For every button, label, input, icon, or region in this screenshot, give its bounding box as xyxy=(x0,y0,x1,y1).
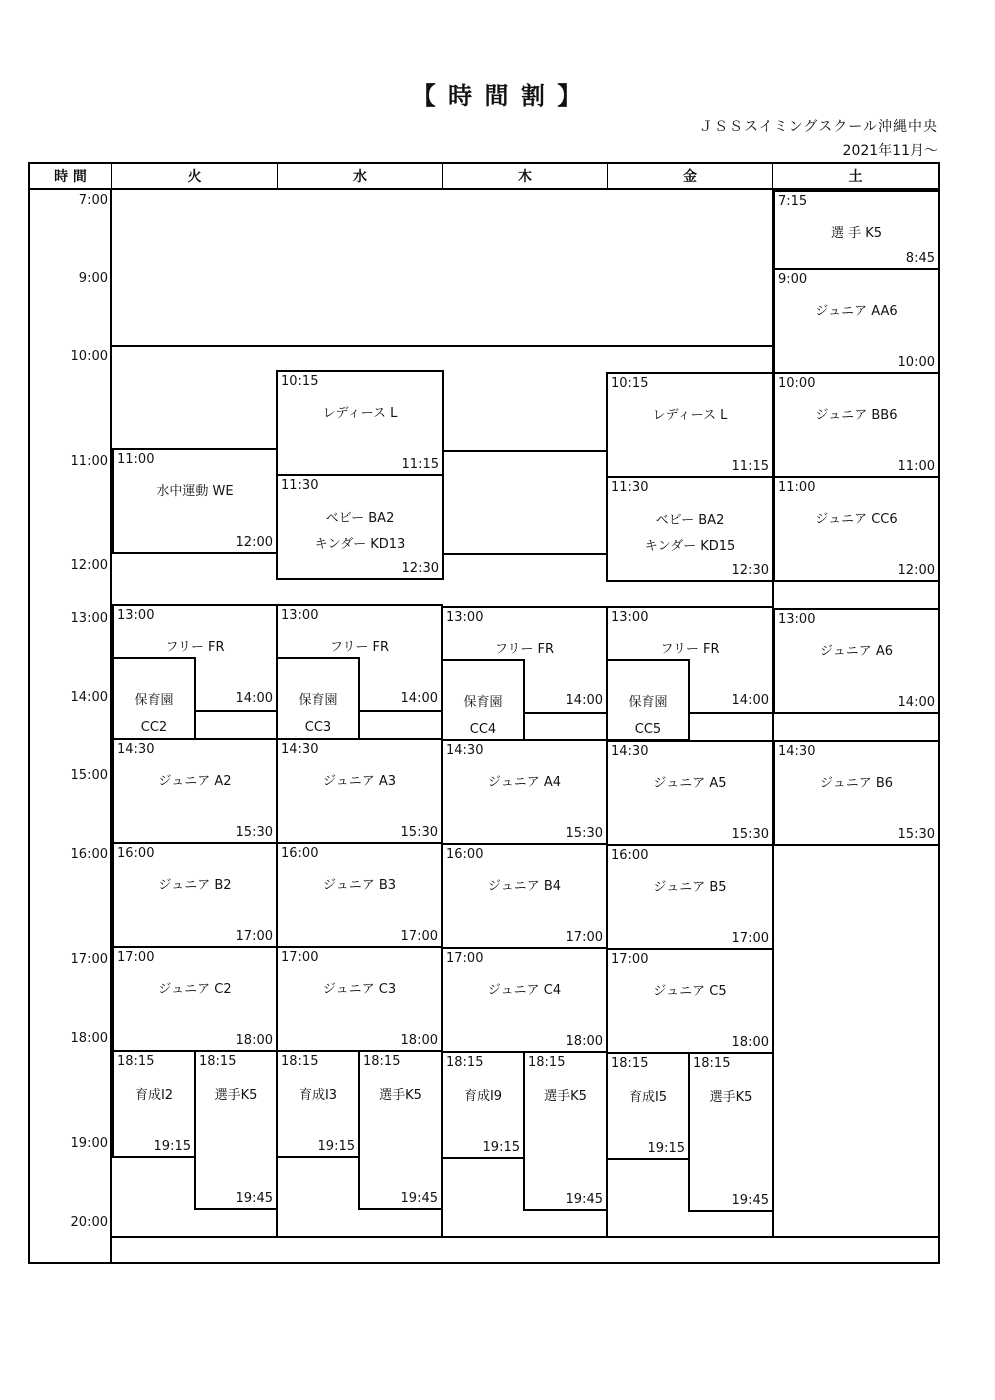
start-time: 18:15 xyxy=(117,1054,155,1069)
end-time: 19:45 xyxy=(565,1192,603,1207)
start-time: 16:00 xyxy=(281,846,319,861)
grid-line xyxy=(112,345,774,347)
end-time: 19:45 xyxy=(235,1191,273,1206)
class-block-fri-a5 xyxy=(606,740,774,846)
start-time: 18:15 xyxy=(281,1054,319,1069)
end-time: 17:00 xyxy=(731,931,769,946)
end-time: 17:00 xyxy=(400,929,438,944)
class-name: ジュニア B5 xyxy=(653,880,727,895)
class-block-sat-bb6 xyxy=(773,372,940,478)
start-time: 14:30 xyxy=(778,744,816,759)
time-label: 12:00 xyxy=(70,558,108,573)
class-block-sat-cc6 xyxy=(773,476,940,582)
class-name: フリー FR xyxy=(660,642,720,657)
time-label: 16:00 xyxy=(70,847,108,862)
class-block-fri-nursery xyxy=(606,659,690,741)
end-time: 19:15 xyxy=(153,1139,191,1154)
class-name: ジュニア CC6 xyxy=(815,512,898,527)
end-time: 18:00 xyxy=(565,1034,603,1049)
class-block-thu-senshu xyxy=(523,1051,608,1211)
class-name: ジュニア C3 xyxy=(322,982,397,997)
class-name: ジュニア B4 xyxy=(487,879,562,894)
grid-line xyxy=(276,1150,278,1238)
end-time: 14:00 xyxy=(400,691,438,706)
class-block-fri-ladies xyxy=(606,372,774,478)
class-block-tue-c2 xyxy=(112,946,278,1052)
header-thu: 木 xyxy=(443,164,608,190)
end-time: 15:30 xyxy=(731,827,769,842)
class-name: フリー FR xyxy=(329,640,390,655)
class-block-sat-k5 xyxy=(773,190,940,270)
class-block-tue-b2 xyxy=(112,842,278,948)
class-name: 育成I3 xyxy=(298,1088,338,1103)
time-label: 10:00 xyxy=(70,349,108,364)
class-name: 選手K5 xyxy=(544,1089,587,1104)
start-time: 13:00 xyxy=(778,612,816,627)
end-time: 15:30 xyxy=(400,825,438,840)
start-time: 11:30 xyxy=(281,478,319,493)
end-time: 18:00 xyxy=(235,1033,273,1048)
grid-line xyxy=(443,553,608,555)
class-block-fri-baby-kinder xyxy=(606,476,774,582)
class-name: 選手K5 xyxy=(379,1088,422,1103)
class-block-wed-baby-kinder xyxy=(276,474,444,580)
class-name: 育成I5 xyxy=(628,1090,668,1105)
class-block-thu-ikusei xyxy=(441,1051,525,1159)
time-label: 15:00 xyxy=(70,768,108,783)
class-name: ベビー BA2 キンダー KD15 xyxy=(644,513,736,554)
class-block-wed-c3 xyxy=(276,946,443,1052)
end-time: 19:15 xyxy=(317,1139,355,1154)
class-name: ベビー BA2 キンダー KD13 xyxy=(314,511,406,552)
end-time: 14:00 xyxy=(731,693,769,708)
class-name: ジュニア C5 xyxy=(653,984,727,999)
class-name: 保育園 CC2 xyxy=(134,693,174,735)
start-time: 18:15 xyxy=(693,1056,731,1071)
class-block-fri-c5 xyxy=(606,948,774,1054)
end-time: 14:00 xyxy=(565,693,603,708)
start-time: 14:30 xyxy=(446,743,484,758)
end-time: 12:00 xyxy=(897,563,935,578)
header-sat: 土 xyxy=(773,164,938,190)
end-time: 19:15 xyxy=(647,1141,685,1156)
grid-line xyxy=(441,1150,443,1238)
class-name: ジュニア BB6 xyxy=(815,408,898,423)
start-time: 17:00 xyxy=(611,952,649,967)
class-block-tue-ikusei xyxy=(112,1050,196,1158)
class-name: 育成I9 xyxy=(463,1089,503,1104)
class-block-wed-ikusei xyxy=(276,1050,360,1158)
end-time: 17:00 xyxy=(565,930,603,945)
class-name: レディース L xyxy=(652,408,728,423)
class-name: ジュニア A2 xyxy=(158,774,232,789)
start-time: 16:00 xyxy=(611,848,649,863)
header-fri: 金 xyxy=(608,164,773,190)
class-name: ジュニア A3 xyxy=(322,774,397,789)
grid-line xyxy=(606,1150,608,1238)
class-block-thu-nursery xyxy=(441,659,525,741)
start-time: 9:00 xyxy=(778,272,808,287)
class-block-tue-senshu xyxy=(194,1050,278,1210)
class-name: 育成I2 xyxy=(134,1088,174,1103)
start-time: 11:00 xyxy=(778,480,816,495)
start-time: 13:00 xyxy=(611,610,649,625)
time-label: 20:00 xyxy=(70,1215,108,1230)
end-time: 19:45 xyxy=(731,1193,769,1208)
end-time: 10:00 xyxy=(897,355,935,370)
class-block-wed-senshu xyxy=(358,1050,443,1210)
start-time: 11:30 xyxy=(611,480,649,495)
start-time: 14:30 xyxy=(281,742,319,757)
page-title: 【 時 間 割 】 xyxy=(411,82,584,110)
class-name: ジュニア C4 xyxy=(487,983,562,998)
grid-line xyxy=(112,1236,938,1238)
start-time: 17:00 xyxy=(281,950,319,965)
end-time: 17:00 xyxy=(235,929,273,944)
start-time: 14:30 xyxy=(611,744,649,759)
end-time: 14:00 xyxy=(235,691,273,706)
end-time: 15:30 xyxy=(897,827,935,842)
school-name: ＪＳＳスイミングスクール沖縄中央 xyxy=(698,119,938,135)
class-block-wed-ladies xyxy=(276,370,444,476)
start-time: 10:15 xyxy=(611,376,649,391)
start-time: 13:00 xyxy=(446,610,484,625)
end-time: 11:15 xyxy=(731,459,769,474)
class-block-fri-b5 xyxy=(606,844,774,950)
class-block-tue-a2 xyxy=(112,738,278,844)
time-label: 9:00 xyxy=(78,271,108,286)
end-time: 12:30 xyxy=(731,563,769,578)
class-name: 保育園 CC3 xyxy=(298,693,338,735)
end-time: 19:45 xyxy=(400,1191,438,1206)
time-label: 17:00 xyxy=(70,952,108,967)
class-block-wed-b3 xyxy=(276,842,443,948)
end-time: 8:45 xyxy=(905,251,935,266)
class-name: 保育園 CC4 xyxy=(463,695,503,737)
header-time: 時 間 xyxy=(30,164,112,190)
class-block-wed-a3 xyxy=(276,738,443,844)
header-wed: 水 xyxy=(278,164,443,190)
class-block-fri-senshu xyxy=(688,1052,774,1212)
start-time: 16:00 xyxy=(446,847,484,862)
start-time: 18:15 xyxy=(199,1054,237,1069)
class-name: レディース L xyxy=(322,406,398,421)
class-name: ジュニア B6 xyxy=(819,776,894,791)
class-name: 保育園 CC5 xyxy=(628,695,668,737)
start-time: 18:15 xyxy=(528,1055,566,1070)
class-block-fri-ikusei xyxy=(606,1052,690,1160)
end-time: 12:00 xyxy=(235,535,273,550)
class-block-sat-a6 xyxy=(773,608,940,714)
start-time: 16:00 xyxy=(117,846,155,861)
time-label: 19:00 xyxy=(70,1136,108,1151)
end-time: 15:30 xyxy=(235,825,273,840)
end-time: 18:00 xyxy=(400,1033,438,1048)
class-name: ジュニア A4 xyxy=(487,775,562,790)
class-name: フリー FR xyxy=(494,642,555,657)
header-tue: 火 xyxy=(112,164,278,190)
class-name: フリー FR xyxy=(165,640,225,655)
start-time: 17:00 xyxy=(117,950,155,965)
class-block-sat-aa6 xyxy=(773,268,940,374)
start-time: 11:00 xyxy=(117,452,155,467)
time-label: 13:00 xyxy=(70,611,108,626)
start-time: 17:00 xyxy=(446,951,484,966)
end-time: 11:15 xyxy=(401,457,439,472)
time-label: 7:00 xyxy=(78,193,108,208)
class-name: ジュニア C2 xyxy=(158,982,232,997)
start-time: 18:15 xyxy=(611,1056,649,1071)
end-time: 15:30 xyxy=(565,826,603,841)
start-time: 10:00 xyxy=(778,376,816,391)
start-time: 13:00 xyxy=(117,608,155,623)
end-time: 19:15 xyxy=(482,1140,520,1155)
start-date: 2021年11月～ xyxy=(842,143,938,159)
class-block-thu-b4 xyxy=(441,843,608,949)
class-block-thu-c4 xyxy=(441,947,608,1053)
end-time: 18:00 xyxy=(731,1035,769,1050)
class-name: ジュニア A6 xyxy=(819,644,894,659)
class-name: 選 手 K5 xyxy=(830,226,883,241)
start-time: 7:15 xyxy=(778,194,808,209)
class-name: ジュニア A5 xyxy=(653,776,727,791)
start-time: 18:15 xyxy=(363,1054,401,1069)
class-name: 水中運動 WE xyxy=(156,484,234,499)
class-name: 選手K5 xyxy=(214,1088,258,1103)
class-block-wed-nursery xyxy=(276,657,360,741)
start-time: 14:30 xyxy=(117,742,155,757)
class-name: ジュニア B2 xyxy=(158,878,232,893)
class-block-tue-nursery xyxy=(112,657,196,741)
class-block-thu-a4 xyxy=(441,739,608,845)
start-time: 10:15 xyxy=(281,374,319,389)
class-name: ジュニア B3 xyxy=(322,878,397,893)
end-time: 14:00 xyxy=(897,695,935,710)
class-block-tue-we xyxy=(112,448,278,554)
end-time: 11:00 xyxy=(897,459,935,474)
start-time: 18:15 xyxy=(446,1055,484,1070)
grid-line xyxy=(443,450,608,452)
class-block-sat-b6 xyxy=(773,740,940,846)
time-label: 14:00 xyxy=(70,690,108,705)
time-label: 18:00 xyxy=(70,1031,108,1046)
start-time: 13:00 xyxy=(281,608,319,623)
class-name: 選手K5 xyxy=(709,1090,753,1105)
class-name: ジュニア AA6 xyxy=(815,304,898,319)
end-time: 12:30 xyxy=(401,561,439,576)
time-label: 11:00 xyxy=(70,454,108,469)
